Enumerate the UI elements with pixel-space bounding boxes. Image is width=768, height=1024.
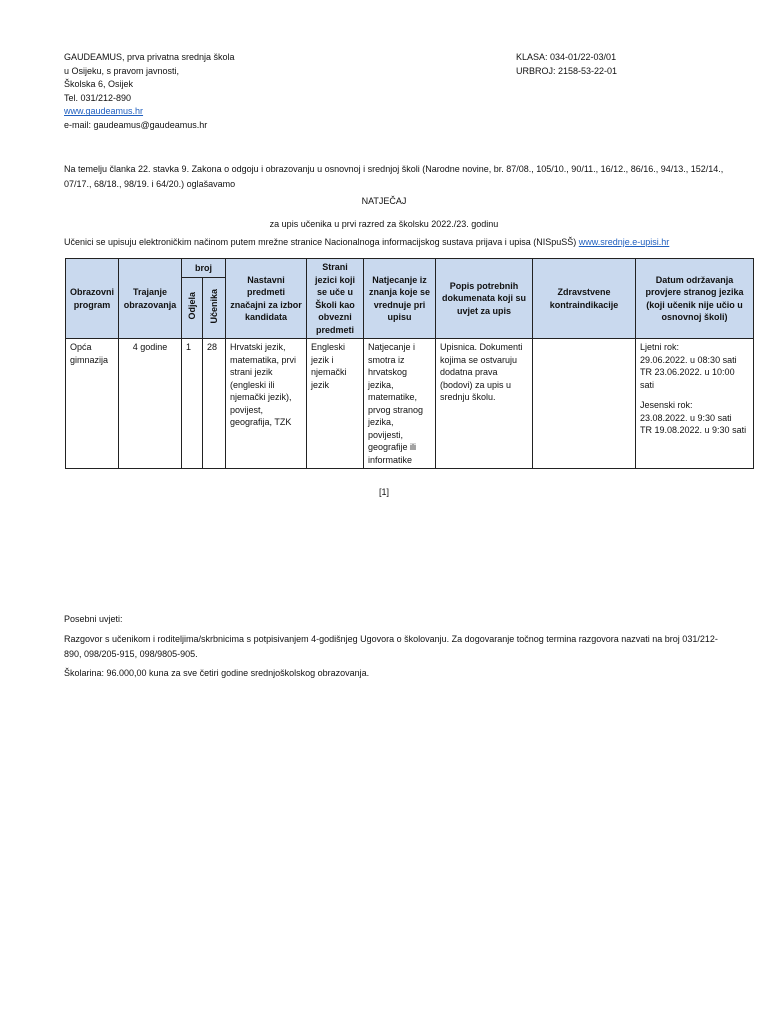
- cell-program: Opća gimnazija: [66, 339, 119, 469]
- online-enrollment-text: Učenici se upisuju elektroničkim načinom putem mrežne stranice Nacionalnoga informacijskog sustava prijava i upisa (NISpuSŠ): [64, 237, 577, 247]
- document-reference: [516, 51, 617, 78]
- header-documents: Popis potrebnih dokumenata koji su uvjet za upis: [436, 259, 533, 339]
- header-exam-dates: Datum održavanja provjere stranog jezika (koji učenik nije učio u osnovnoj školi): [636, 259, 754, 339]
- intro-paragraph: Na temelju članka 22. stavka 9. Zakona o odgoju i obrazovanju u osnovnoj i srednjoj školi (Narodne novine, br. 87/08., 105/10., 90/11., 16/12., 86/16., 94/13., 152/14., 07/17., 68/18., 98/19. i 64/20.) oglašavamo: [64, 164, 724, 189]
- school-status: u Osijeku, s pravom javnosti,: [64, 65, 180, 76]
- cell-subjects: Hrvatski jezik, matematika, prvi strani jezik (engleski ili njemački jezik), povijest, geografija, TZK: [226, 339, 307, 469]
- autumn-date-2: TR 19.08.2022. u 9:30 sati: [640, 425, 747, 435]
- cell-classes: 1: [182, 339, 203, 469]
- special-conditions-title: Posebni uvjeti:: [64, 614, 123, 624]
- table-row: [66, 339, 754, 469]
- table-header-row: [66, 259, 754, 278]
- autumn-label: Jesenski rok:: [640, 400, 693, 410]
- urbroj: URBROJ: 2158-53-22-01: [516, 65, 618, 76]
- tuition-note: Školarina: 96.000,00 kuna za sve četiri godine srednjoškolskog obrazovanja.: [64, 668, 370, 678]
- school-info: [64, 51, 235, 133]
- special-conditions-text: Razgovor s učenikom i roditeljima/skrbnicima s potpisivanjem 4-godišnjeg Ugovora o školovanju. Za dogovaranje točnog termina razgovora nazvati na broj 031/212-890, 098/205-915, 098/9805-905.: [64, 634, 718, 659]
- school-name: GAUDEAMUS, prva privatna srednja škola: [64, 52, 235, 62]
- header-languages: Strani jezici koji se uče u Školi kao obvezni predmeti: [307, 259, 364, 339]
- cell-documents: Upisnica. Dokumenti kojima se ostvaruju dodatna prava (bodovi) za upis u srednju školu.: [436, 339, 533, 469]
- klasa: KLASA: 034-01/22-03/01: [516, 52, 617, 62]
- autumn-date-1: 23.08.2022. u 9:30 sati: [640, 412, 732, 423]
- website-link[interactable]: www.gaudeamus.hr: [64, 106, 144, 117]
- summer-date-2: TR 23.06.2022. u 10:00 sati: [640, 367, 735, 390]
- cell-languages: Engleski jezik i njemački jezik: [307, 339, 364, 469]
- header-students-label: Učenika: [208, 288, 219, 324]
- admission-table: [65, 258, 754, 469]
- header-subjects: Nastavni predmeti značajni za izbor kandidata: [226, 259, 307, 339]
- e-upisi-link[interactable]: www.srednje.e-upisi.hr: [578, 237, 670, 247]
- cell-competitions: Natjecanje i smotra iz hrvatskog jezika, matematike, prvog stranog jezika, povijesti, geografije ili informatike: [364, 339, 436, 469]
- cell-duration: 4 godine: [119, 339, 182, 469]
- summer-date-1: 29.06.2022. u 08:30 sati: [640, 354, 737, 365]
- header-count: broj: [182, 259, 226, 278]
- cell-students: 28: [203, 339, 226, 469]
- header-classes-label: Odjela: [186, 292, 197, 320]
- online-enrollment-note: [64, 237, 669, 247]
- page-title: NATJEČAJ: [361, 196, 407, 206]
- footnote-marker: [1]: [378, 487, 389, 497]
- school-address: Školska 6, Osijek: [64, 79, 134, 90]
- header-health: Zdravstvene kontraindikacije: [533, 259, 636, 339]
- page-subtitle: za upis učenika u prvi razred za školsku 2022./23. godinu: [269, 219, 499, 229]
- cell-exam-dates: [636, 339, 754, 469]
- cell-health: [533, 339, 636, 469]
- school-email: e-mail: gaudeamus@gaudeamus.hr: [64, 119, 208, 130]
- summer-label: Ljetni rok:: [640, 342, 680, 352]
- header-duration: Trajanje obrazovanja: [119, 259, 182, 339]
- school-phone: Tel. 031/212-890: [64, 92, 132, 103]
- header-program: Obrazovni program: [66, 259, 119, 339]
- header-classes: [182, 278, 203, 339]
- header-students: [203, 278, 226, 339]
- header-competitions: Natjecanje iz znanja koje se vrednuje pri upisu: [364, 259, 436, 339]
